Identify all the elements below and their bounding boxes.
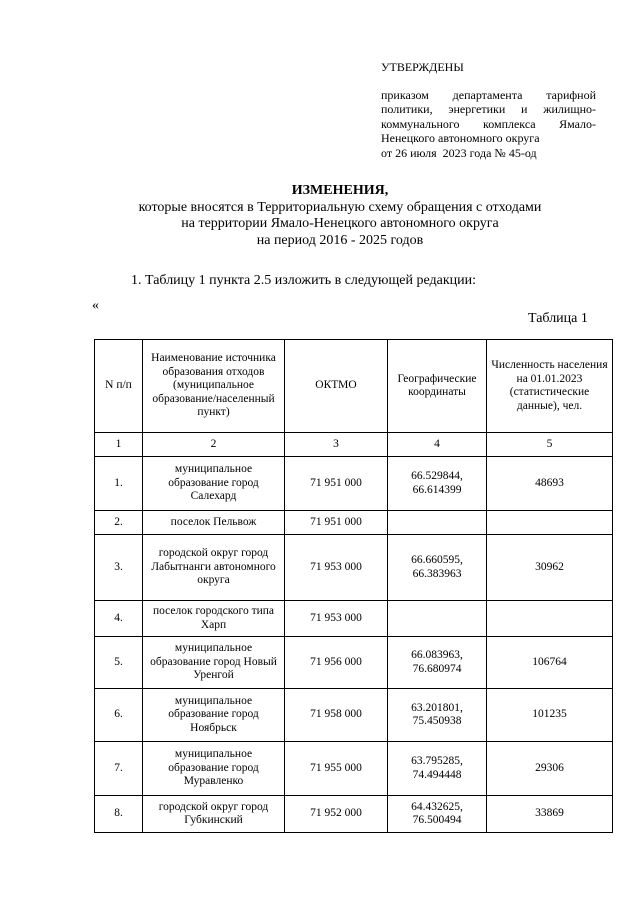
header-coordinates: Географические координаты — [388, 340, 487, 433]
coordinates: 66.083963, 76.680974 — [388, 637, 487, 689]
coordinates: 63.795285, 74.494448 — [388, 742, 487, 796]
oktmo-code: 71 955 000 — [285, 742, 388, 796]
opening-quote: « — [92, 298, 99, 313]
table-row — [95, 511, 613, 535]
column-number-row — [95, 433, 613, 457]
header-oktmo: ОКТМО — [285, 340, 388, 433]
coordinates: 66.660595, 66.383963 — [388, 535, 487, 601]
source-name: муниципальное образование город Ноябрьск — [143, 689, 285, 742]
row-number: 2. — [95, 511, 143, 535]
source-name: поселок городского типа Харп — [143, 601, 285, 637]
document-title-block — [80, 183, 600, 249]
oktmo-code: 71 956 000 — [285, 637, 388, 689]
coordinates — [388, 601, 487, 637]
table-header-row — [95, 340, 613, 433]
source-name: муниципальное образование город Салехард — [143, 457, 285, 511]
oktmo-code: 71 953 000 — [285, 601, 388, 637]
subtitle-line-1: которые вносятся в Территориальную схему обращения с отходами — [138, 199, 542, 215]
oktmo-code: 71 951 000 — [285, 457, 388, 511]
approval-text: приказом департамента тарифной политики, энергетики и жилищно-коммунального комплекса Ямало-Ненецкого автономного округа — [381, 87, 596, 145]
row-number: 1. — [95, 457, 143, 511]
waste-sources-table — [94, 339, 613, 833]
document-title: ИЗМЕНЕНИЯ, — [291, 183, 389, 198]
source-name: муниципальное образование город Новый Уренгой — [143, 637, 285, 689]
row-number: 5. — [95, 637, 143, 689]
oktmo-code: 71 958 000 — [285, 689, 388, 742]
table-caption: Таблица 1 — [528, 311, 588, 326]
table-row — [95, 601, 613, 637]
approval-heading: УТВЕРЖДЕНЫ — [381, 60, 464, 74]
column-number: 3 — [285, 433, 388, 457]
population: 101235 — [487, 689, 613, 742]
coordinates — [388, 511, 487, 535]
population: 30962 — [487, 535, 613, 601]
header-number: N п/п — [95, 340, 143, 433]
coordinates: 64.432625, 76.500494 — [388, 796, 487, 833]
row-number: 6. — [95, 689, 143, 742]
table-row — [95, 796, 613, 833]
oktmo-code: 71 953 000 — [285, 535, 388, 601]
subtitle-line-3: на период 2016 - 2025 годов — [256, 232, 424, 248]
population — [487, 511, 613, 535]
coordinates: 63.201801, 75.450938 — [388, 689, 487, 742]
population — [487, 601, 613, 637]
oktmo-code: 71 951 000 — [285, 511, 388, 535]
row-number: 8. — [95, 796, 143, 833]
table-row — [95, 637, 613, 689]
row-number: 4. — [95, 601, 143, 637]
oktmo-code: 71 952 000 — [285, 796, 388, 833]
header-population: Численность населения на 01.01.2023 (статистические данные), чел. — [487, 340, 613, 433]
table-row — [95, 535, 613, 601]
approval-block — [381, 60, 596, 160]
column-number: 2 — [143, 433, 285, 457]
population: 29306 — [487, 742, 613, 796]
population: 48693 — [487, 457, 613, 511]
column-number: 1 — [95, 433, 143, 457]
population: 33869 — [487, 796, 613, 833]
column-number: 5 — [487, 433, 613, 457]
instruction-text: 1. Таблицу 1 пункта 2.5 изложить в следующей редакции: — [131, 273, 477, 288]
table-row — [95, 457, 613, 511]
table-row — [95, 689, 613, 742]
population: 106764 — [487, 637, 613, 689]
source-name: поселок Пельвож — [143, 511, 285, 535]
source-name: городской округ город Лабытнанги автономного округа — [143, 535, 285, 601]
row-number: 3. — [95, 535, 143, 601]
header-source-name: Наименование источника образования отходов (муниципальное образование/населенный пункт) — [143, 340, 285, 433]
column-number: 4 — [388, 433, 487, 457]
approval-date: от 26 июля 2023 года № 45-од — [381, 145, 537, 160]
source-name: муниципальное образование город Муравленко — [143, 742, 285, 796]
source-name: городской округ город Губкинский — [143, 796, 285, 833]
row-number: 7. — [95, 742, 143, 796]
table-row — [95, 742, 613, 796]
subtitle-line-2: на территории Ямало-Ненецкого автономного округа — [181, 216, 499, 231]
coordinates: 66.529844, 66.614399 — [388, 457, 487, 511]
